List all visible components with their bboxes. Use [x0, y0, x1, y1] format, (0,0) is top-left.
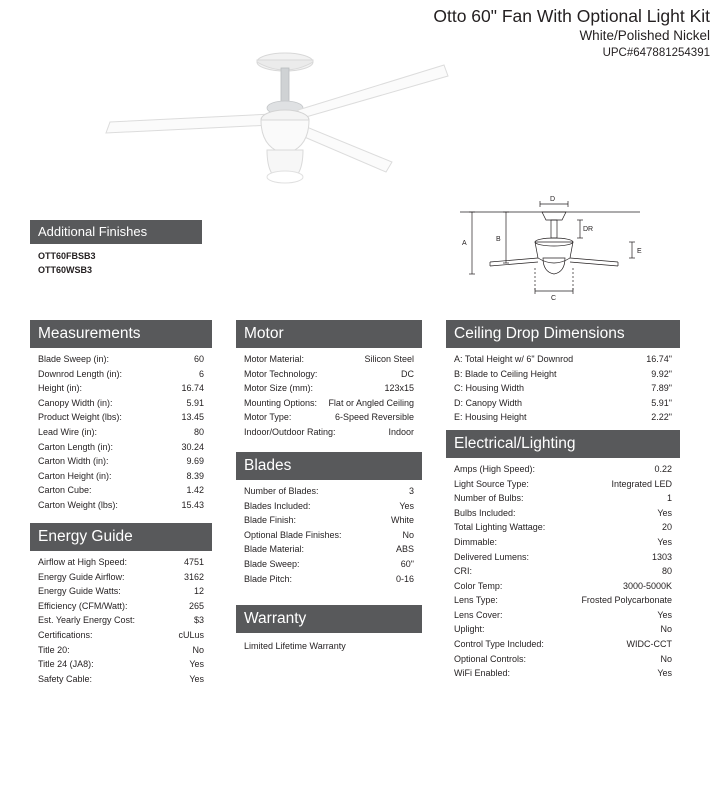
row-value: 13.45 — [181, 412, 204, 423]
svg-text:D: D — [550, 196, 556, 203]
row-label: Carton Width (in): — [38, 456, 109, 467]
row-value: 8.39 — [186, 470, 204, 481]
table-row — [34, 367, 208, 382]
row-label: Control Type Included: — [454, 638, 544, 649]
row-value: Flat or Angled Ceiling — [328, 397, 414, 408]
row-label: WiFi Enabled: — [454, 668, 511, 679]
table-row — [450, 352, 676, 367]
additional-finishes-heading: Additional Finishes — [30, 220, 202, 244]
row-value: 6-Speed Reversible — [334, 412, 414, 423]
table-row — [450, 381, 676, 396]
product-upc: UPC#647881254391 — [602, 47, 710, 60]
blades-rows — [236, 480, 422, 586]
row-label: C: Housing Width — [454, 383, 525, 394]
ceiling-drop-rows — [446, 348, 680, 425]
list-item: OTT60WSB3 — [38, 264, 93, 275]
svg-text:DR: DR — [583, 226, 594, 233]
row-label: E: Housing Height — [454, 412, 527, 423]
row-label: CRI: — [454, 566, 472, 577]
row-label: Amps (High Speed): — [454, 464, 536, 475]
row-value: Yes — [399, 500, 414, 511]
row-label: Number of Blades: — [244, 486, 319, 497]
table-row — [34, 555, 208, 570]
section-additional-finishes — [30, 220, 202, 277]
row-value: 6 — [198, 368, 204, 379]
row-label: Dimmable: — [454, 536, 498, 547]
table-row — [34, 657, 208, 672]
table-row — [240, 513, 418, 528]
row-label: Number of Bulbs: — [454, 493, 524, 504]
row-label: Motor Size (mm): — [244, 383, 314, 394]
row-label: Light Source Type: — [454, 478, 529, 489]
row-value: 123x15 — [384, 383, 414, 394]
table-row — [34, 454, 208, 469]
row-value: 80 — [193, 426, 204, 437]
row-label: Total Lighting Wattage: — [454, 522, 546, 533]
row-label: Bulbs Included: — [454, 507, 516, 518]
row-label: Energy Guide Watts: — [38, 586, 121, 597]
row-label: Blade Material: — [244, 544, 305, 555]
row-value: WIDC-CCT — [626, 638, 672, 649]
row-value: 0.22 — [654, 464, 672, 475]
row-value: 20 — [661, 522, 672, 533]
table-row — [240, 352, 418, 367]
table-row — [450, 477, 676, 492]
row-value: 80 — [661, 566, 672, 577]
row-value: Indoor — [388, 426, 414, 437]
row-label: Delivered Lumens: — [454, 551, 530, 562]
row-value: No — [660, 653, 672, 664]
row-value: Yes — [657, 668, 672, 679]
row-label: Airflow at High Speed: — [38, 557, 128, 568]
section-warranty — [236, 605, 422, 654]
row-value: cULus — [178, 629, 204, 640]
row-value: Yes — [189, 659, 204, 670]
row-value: Integrated LED — [611, 478, 672, 489]
table-row — [34, 643, 208, 658]
row-label: Product Weight (lbs): — [38, 412, 122, 423]
table-row — [34, 498, 208, 513]
product-finish-subtitle: White/Polished Nickel — [579, 28, 710, 43]
table-row — [450, 593, 676, 608]
table-row — [450, 520, 676, 535]
row-label: Color Temp: — [454, 580, 503, 591]
ceiling-drop-heading: Ceiling Drop Dimensions — [446, 320, 680, 348]
table-row — [450, 396, 676, 411]
table-row — [240, 367, 418, 382]
table-row — [240, 410, 418, 425]
row-value: 16.74" — [646, 354, 672, 365]
electrical-rows — [446, 458, 680, 681]
row-value: 15.43 — [181, 499, 204, 510]
row-value: 3162 — [183, 571, 204, 582]
table-row — [240, 499, 418, 514]
row-value: 9.69 — [186, 456, 204, 467]
row-value: 16.74 — [181, 383, 204, 394]
row-value: Yes — [657, 507, 672, 518]
product-photo — [40, 20, 460, 210]
row-label: Lead Wire (in): — [38, 426, 98, 437]
table-row — [34, 396, 208, 411]
blades-heading: Blades — [236, 452, 422, 480]
row-label: Uplight: — [454, 624, 485, 635]
table-row — [240, 572, 418, 587]
table-row — [450, 462, 676, 477]
row-label: Blades Included: — [244, 500, 311, 511]
row-value: 9.92" — [651, 368, 672, 379]
measurements-heading: Measurements — [30, 320, 212, 348]
row-label: Title 20: — [38, 644, 70, 655]
row-label: Downrod Length (in): — [38, 368, 123, 379]
row-value: No — [660, 624, 672, 635]
table-row — [450, 550, 676, 565]
additional-finishes-list — [30, 244, 202, 277]
electrical-heading: Electrical/Lighting — [446, 430, 680, 458]
table-row — [34, 584, 208, 599]
row-value: 60 — [193, 354, 204, 365]
table-row — [450, 367, 676, 382]
table-row — [450, 564, 676, 579]
row-label: Title 24 (JA8): — [38, 659, 94, 670]
row-label: Carton Cube: — [38, 485, 92, 496]
row-value: ABS — [395, 544, 414, 555]
table-row — [34, 599, 208, 614]
row-value: No — [402, 529, 414, 540]
energy-guide-rows — [30, 551, 212, 686]
table-row — [240, 484, 418, 499]
table-row — [34, 628, 208, 643]
list-item: OTT60FBSB3 — [38, 251, 96, 262]
row-value: Yes — [657, 536, 672, 547]
row-label: Est. Yearly Energy Cost: — [38, 615, 136, 626]
row-label: Optional Controls: — [454, 653, 527, 664]
row-label: Motor Type: — [244, 412, 292, 423]
row-label: Indoor/Outdoor Rating: — [244, 426, 336, 437]
table-row — [240, 542, 418, 557]
table-row — [450, 608, 676, 623]
row-value: No — [192, 644, 204, 655]
row-value: 60" — [400, 558, 414, 569]
row-value: 1303 — [651, 551, 672, 562]
row-value: 0-16 — [395, 573, 414, 584]
row-label: A: Total Height w/ 6" Downrod — [454, 354, 574, 365]
motor-heading: Motor — [236, 320, 422, 348]
row-label: Carton Weight (lbs): — [38, 499, 118, 510]
row-label: B: Blade to Ceiling Height — [454, 368, 557, 379]
table-row — [450, 491, 676, 506]
table-row — [34, 613, 208, 628]
row-value: Yes — [189, 673, 204, 684]
svg-text:C: C — [551, 295, 557, 302]
table-row — [450, 622, 676, 637]
row-value: 1 — [666, 493, 672, 504]
row-value: White — [390, 515, 414, 526]
row-label: Motor Material: — [244, 354, 305, 365]
table-row — [34, 440, 208, 455]
warranty-text: Limited Lifetime Warranty — [244, 641, 346, 652]
row-label: Blade Sweep (in): — [38, 354, 110, 365]
row-value: 12 — [193, 586, 204, 597]
row-label: Safety Cable: — [38, 673, 93, 684]
section-energy-guide — [30, 523, 212, 686]
row-value: 5.91 — [186, 397, 204, 408]
row-label: Blade Pitch: — [244, 573, 293, 584]
row-value: 265 — [188, 600, 204, 611]
row-label: Height (in): — [38, 383, 83, 394]
row-value: 3 — [408, 486, 414, 497]
table-row — [240, 425, 418, 440]
table-row — [240, 381, 418, 396]
table-row — [450, 506, 676, 521]
warranty-heading: Warranty — [236, 605, 422, 633]
row-value: Silicon Steel — [364, 354, 414, 365]
measurements-rows — [30, 348, 212, 512]
table-row — [450, 637, 676, 652]
row-label: Carton Length (in): — [38, 441, 114, 452]
table-row — [450, 666, 676, 681]
table-row — [34, 469, 208, 484]
table-row — [34, 381, 208, 396]
table-row — [34, 672, 208, 687]
row-label: Optional Blade Finishes: — [244, 529, 342, 540]
table-row — [240, 557, 418, 572]
table-row — [34, 410, 208, 425]
row-value: 7.89" — [651, 383, 672, 394]
table-row — [450, 410, 676, 425]
row-value: 30.24 — [181, 441, 204, 452]
section-ceiling-drop-dimensions — [446, 320, 680, 425]
row-label: D: Canopy Width — [454, 397, 523, 408]
row-value: Frosted Polycarbonate — [581, 595, 672, 606]
table-row — [34, 570, 208, 585]
row-label: Blade Sweep: — [244, 558, 300, 569]
row-label: Certifications: — [38, 629, 93, 640]
row-value: $3 — [193, 615, 204, 626]
dimension-diagram — [450, 196, 700, 311]
row-value: DC — [401, 368, 414, 379]
svg-text:B: B — [496, 236, 501, 243]
table-row — [450, 579, 676, 594]
energy-guide-heading: Energy Guide — [30, 523, 212, 551]
table-row — [450, 652, 676, 667]
svg-text:E: E — [637, 248, 642, 255]
row-value: 4751 — [183, 557, 204, 568]
section-measurements — [30, 320, 212, 512]
row-label: Motor Technology: — [244, 368, 318, 379]
row-label: Carton Height (in): — [38, 470, 112, 481]
section-electrical-lighting — [446, 430, 680, 681]
table-row — [450, 535, 676, 550]
table-row — [34, 425, 208, 440]
table-row — [240, 528, 418, 543]
page-title: Otto 60" Fan With Optional Light Kit — [433, 6, 710, 26]
section-motor — [236, 320, 422, 440]
table-row — [34, 352, 208, 367]
section-blades — [236, 452, 422, 586]
row-value: 2.22" — [651, 412, 672, 423]
row-label: Lens Type: — [454, 595, 498, 606]
row-label: Canopy Width (in): — [38, 397, 113, 408]
table-row — [34, 483, 208, 498]
row-label: Energy Guide Airflow: — [38, 571, 125, 582]
motor-rows — [236, 348, 422, 439]
row-value: Yes — [657, 609, 672, 620]
svg-text:A: A — [462, 240, 467, 247]
row-label: Lens Cover: — [454, 609, 503, 620]
row-value: 1.42 — [186, 485, 204, 496]
row-label: Efficiency (CFM/Watt): — [38, 600, 128, 611]
table-row — [240, 396, 418, 411]
row-value: 5.91" — [651, 397, 672, 408]
row-value: 3000-5000K — [622, 580, 672, 591]
row-label: Mounting Options: — [244, 397, 318, 408]
row-label: Blade Finish: — [244, 515, 297, 526]
